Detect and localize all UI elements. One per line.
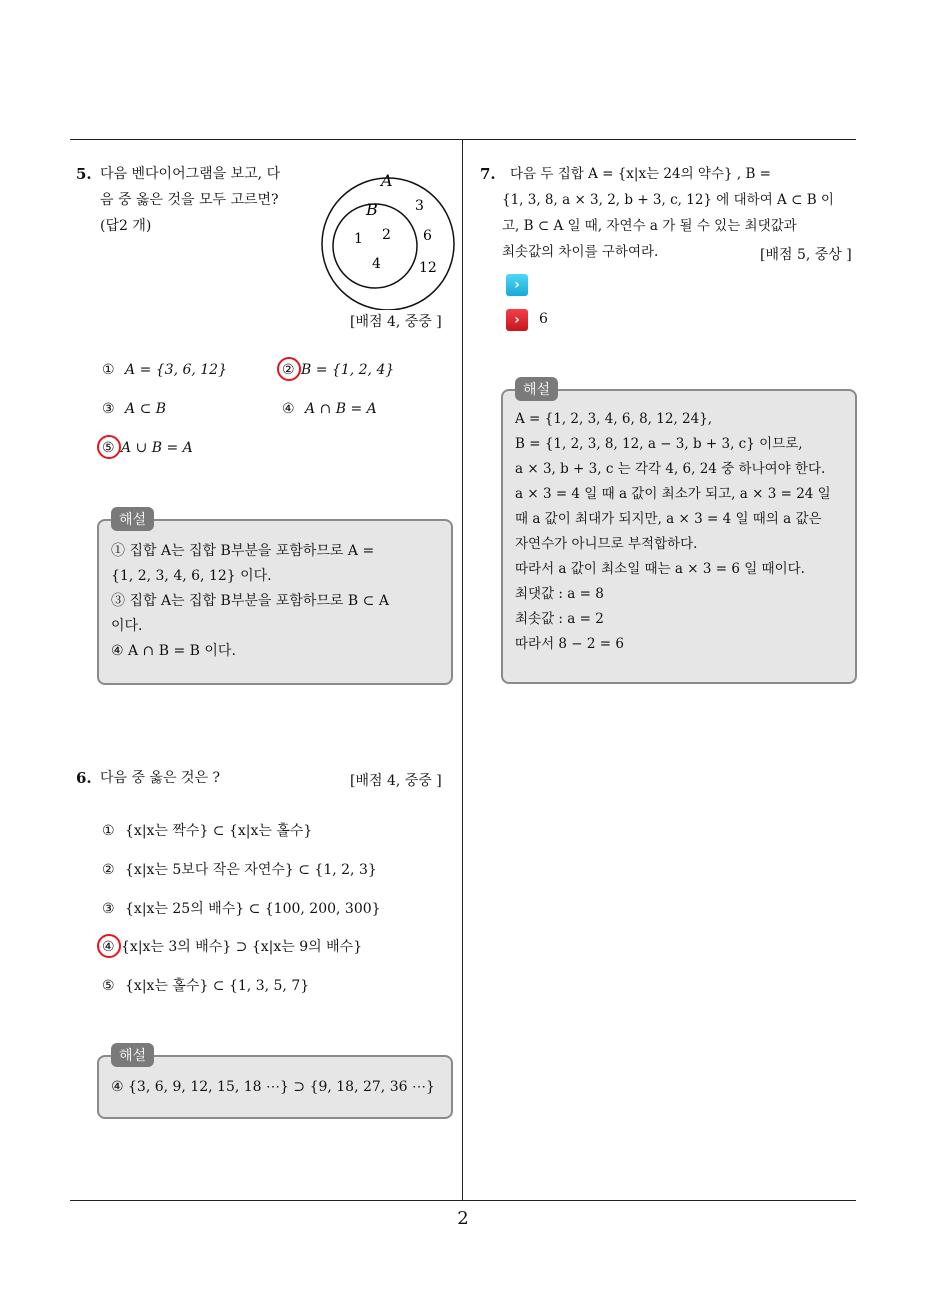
venn-outer-circle bbox=[322, 178, 454, 310]
venn-element: 6 bbox=[423, 228, 432, 244]
option-text: A ∩ B = A bbox=[305, 401, 377, 417]
option-label: ② bbox=[282, 362, 295, 378]
red-circle-mark bbox=[97, 934, 121, 958]
q5-number: 5. bbox=[76, 165, 92, 183]
q5-option-1[interactable] bbox=[102, 362, 227, 378]
option-label: ④ bbox=[282, 401, 295, 417]
explanation-line: 이다. bbox=[111, 618, 143, 634]
venn-element: 2 bbox=[382, 227, 391, 243]
venn-diagram bbox=[318, 168, 460, 310]
option-label: ⑤ bbox=[102, 440, 115, 456]
q5-explanation-tag: 해설 bbox=[111, 507, 154, 531]
q5-line-3: (답2 개) bbox=[100, 218, 152, 234]
explanation-line: 최댓값 : a = 8 bbox=[515, 586, 604, 602]
explanation-line: a × 3, b + 3, c 는 각각 4, 6, 24 중 하나여야 한다. bbox=[515, 461, 826, 477]
column-divider bbox=[462, 139, 463, 1201]
option-label: ③ bbox=[102, 901, 115, 917]
q7-line-1: 다음 두 집합 A = {x|x는 24의 약수} , B = bbox=[510, 166, 771, 182]
explanation-line: ③ 집합 A는 집합 B부분을 포함하므로 B ⊂ A bbox=[111, 593, 389, 609]
q6-option-1[interactable] bbox=[102, 820, 312, 840]
q7-number: 7. bbox=[480, 165, 496, 183]
explanation-line: {1, 2, 3, 4, 6, 12} 이다. bbox=[111, 568, 272, 584]
explanation-line: a × 3 = 4 일 때 a 값이 최소가 되고, a × 3 = 24 일 bbox=[515, 486, 831, 502]
q7-answer: 6 bbox=[539, 311, 548, 327]
q5-explanation-box bbox=[97, 519, 453, 685]
explanation-line: B = {1, 2, 3, 8, 12, a − 3, b + 3, c} 이므로, bbox=[515, 436, 803, 452]
answer-reveal-icon[interactable]: › bbox=[506, 309, 528, 331]
q7-line-3: 고, B ⊂ A 일 때, 자연수 a 가 될 수 있는 최댓값과 bbox=[502, 218, 797, 234]
explanation-line: 따라서 a 값이 최소일 때는 a × 3 = 6 일 때이다. bbox=[515, 561, 805, 577]
explanation-line: A = {1, 2, 3, 4, 6, 8, 12, 24}, bbox=[515, 411, 713, 427]
venn-label-b: B bbox=[366, 200, 378, 219]
q7-line-4: 최솟값의 차이를 구하여라. bbox=[502, 244, 659, 260]
selected-answer-mark bbox=[282, 362, 295, 378]
q6-option-5[interactable] bbox=[102, 975, 309, 995]
q7-explanation-body bbox=[515, 407, 851, 657]
q5-meta: [배점 4, 중중 ] bbox=[350, 314, 442, 330]
q5-line-1: 다음 벤다이어그램을 보고, 다 bbox=[100, 166, 281, 182]
q6-explanation-tag: 해설 bbox=[111, 1043, 154, 1067]
option-label: ② bbox=[102, 862, 115, 878]
option-text: {x|x는 홀수} ⊂ {1, 3, 5, 7} bbox=[125, 978, 310, 994]
venn-element: 4 bbox=[372, 256, 381, 272]
venn-label-a: A bbox=[381, 171, 393, 190]
option-text: A ⊂ B bbox=[125, 401, 167, 417]
explanation-line: 따라서 8 − 2 = 6 bbox=[515, 636, 624, 652]
q7-meta: [배점 5, 중상 ] bbox=[760, 247, 852, 263]
q6-number: 6. bbox=[76, 769, 92, 787]
venn-element: 3 bbox=[415, 198, 424, 214]
option-text: {x|x는 3의 배수} ⊃ {x|x는 9의 배수} bbox=[121, 939, 363, 955]
option-text: A = {3, 6, 12} bbox=[125, 362, 228, 378]
page-number: 2 bbox=[457, 1208, 469, 1229]
option-text: B = {1, 2, 4} bbox=[301, 362, 395, 378]
q6-explanation-body bbox=[111, 1075, 441, 1100]
option-label: ① bbox=[102, 823, 115, 839]
explanation-line: 때 a 값이 최대가 되지만, a × 3 = 4 일 때의 a 값은 bbox=[515, 511, 822, 527]
q5-option-4[interactable] bbox=[282, 401, 377, 417]
top-rule bbox=[70, 139, 856, 140]
option-text: A ∪ B = A bbox=[121, 440, 193, 456]
red-circle-mark bbox=[97, 435, 121, 459]
q5-option-5[interactable] bbox=[102, 440, 193, 456]
option-text: {x|x는 25의 배수} ⊂ {100, 200, 300} bbox=[125, 901, 381, 917]
q6-option-4[interactable] bbox=[102, 936, 362, 956]
venn-element: 1 bbox=[354, 231, 363, 247]
selected-answer-mark bbox=[102, 939, 115, 955]
explanation-line: ④ A ∩ B = B 이다. bbox=[111, 643, 236, 659]
option-label: ③ bbox=[102, 401, 115, 417]
q5-line-2: 음 중 옳은 것을 모두 고르면? bbox=[100, 192, 279, 208]
explanation-line: 최솟값 : a = 2 bbox=[515, 611, 604, 627]
q5-option-2[interactable] bbox=[282, 362, 394, 378]
option-label: ① bbox=[102, 362, 115, 378]
q6-meta: [배점 4, 중중 ] bbox=[350, 773, 442, 789]
option-text: {x|x는 짝수} ⊂ {x|x는 홀수} bbox=[125, 823, 313, 839]
option-label: ④ bbox=[102, 939, 115, 955]
q7-explanation-box bbox=[501, 389, 857, 684]
option-text: {x|x는 5보다 작은 자연수} ⊂ {1, 2, 3} bbox=[125, 862, 377, 878]
q6-option-3[interactable] bbox=[102, 898, 381, 918]
q6-text: 다음 중 옳은 것은 ? bbox=[100, 770, 220, 786]
explanation-line: ④ {3, 6, 9, 12, 15, 18 ⋯} ⊃ {9, 18, 27, 36 ⋯} bbox=[111, 1079, 435, 1095]
selected-answer-mark bbox=[102, 440, 115, 456]
venn-element: 12 bbox=[419, 260, 437, 276]
red-circle-mark bbox=[277, 357, 301, 381]
q7-line-2: {1, 3, 8, a × 3, 2, b + 3, c, 12} 에 대하여 A ⊂ B 이 bbox=[502, 192, 834, 208]
explanation-line: 자연수가 아니므로 부적합하다. bbox=[515, 536, 698, 552]
bottom-rule bbox=[70, 1200, 856, 1201]
q5-option-3[interactable] bbox=[102, 401, 166, 417]
q6-option-2[interactable] bbox=[102, 859, 377, 879]
explanation-line: ① 집합 A는 집합 B부분을 포함하므로 A = bbox=[111, 543, 375, 559]
play-icon[interactable]: › bbox=[506, 274, 528, 296]
q5-explanation-body bbox=[111, 539, 441, 664]
option-label: ⑤ bbox=[102, 978, 115, 994]
q7-explanation-tag: 해설 bbox=[515, 377, 558, 401]
